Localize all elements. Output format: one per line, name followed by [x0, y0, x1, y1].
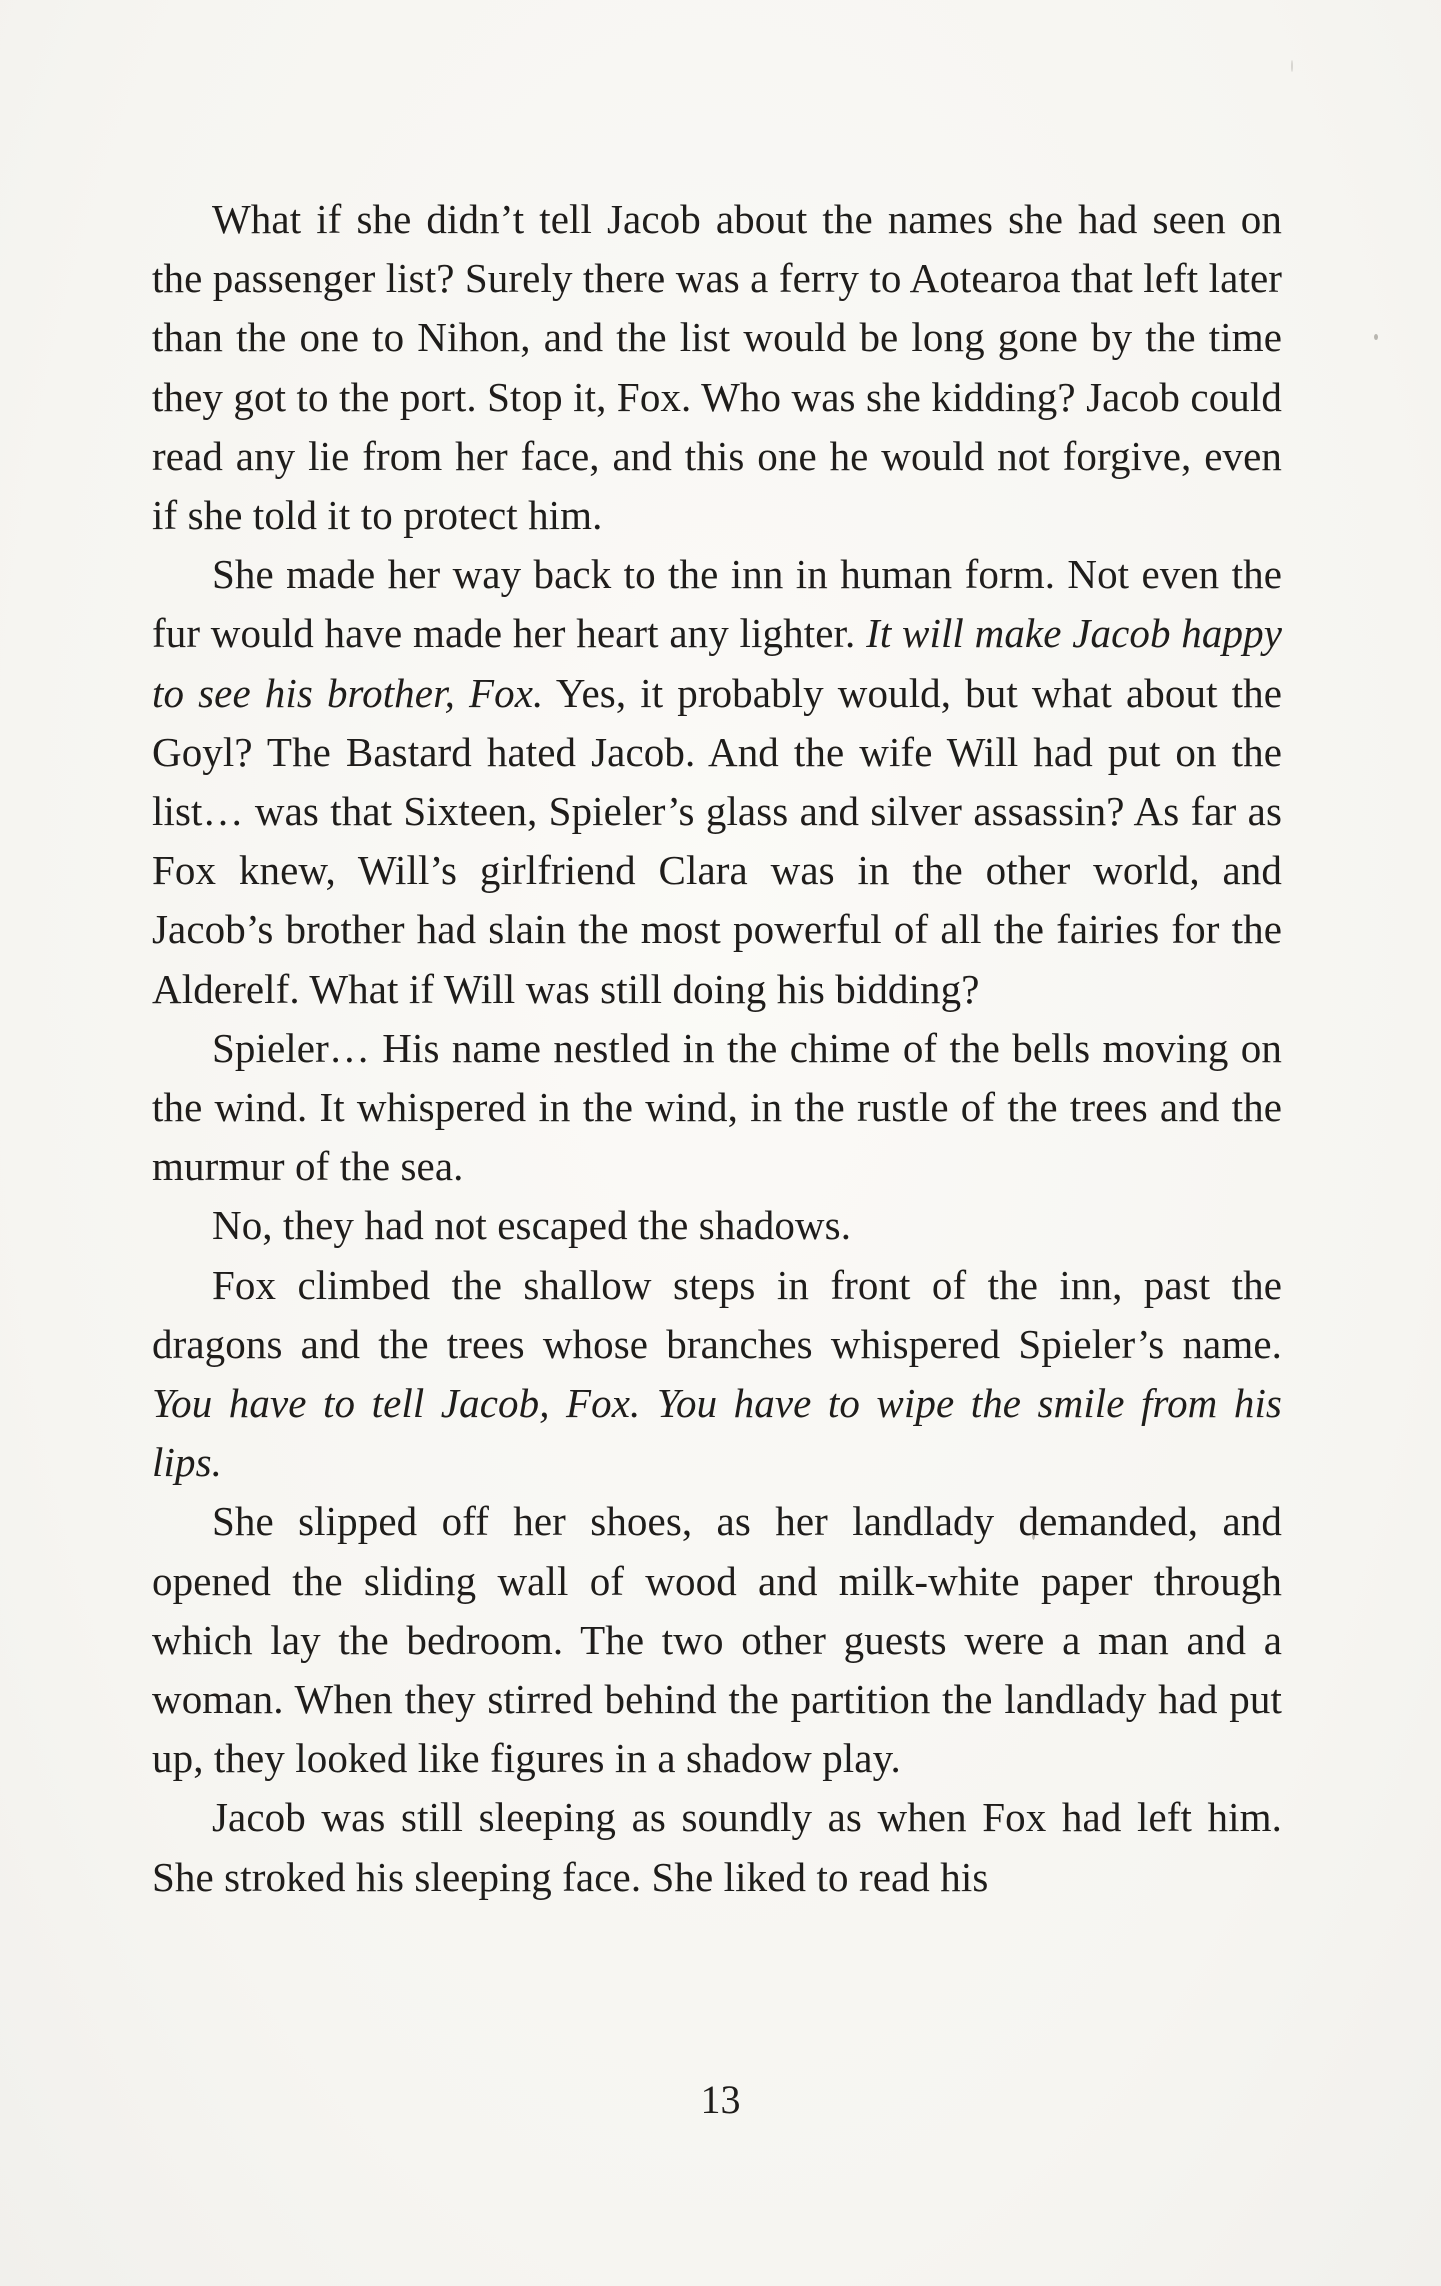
text-run: Spieler… His name nestled in the chime of the bells moving on the wind. It whispered in the wind, in the rustle of the trees and the murmur of the sea. — [152, 1024, 1282, 1190]
italic-text: You have to tell Jacob, Fox. You have to wipe the smile from his lips. — [152, 1380, 1282, 1486]
text-run: Jacob was still sleeping as soundly as when Fox had left him. She stroked his sleeping face. She liked to read his — [152, 1794, 1282, 1900]
paragraph — [152, 1788, 1282, 1906]
paper-speck — [1291, 60, 1293, 72]
paragraph — [152, 190, 1282, 545]
paragraph — [152, 1019, 1282, 1197]
text-run: What if she didn’t tell Jacob about the names she had seen on the passenger list? Surely there was a ferry to Aotearoa that left later than the one to Nihon, and the list would be long gone by the time they got to the port. Stop it, Fox. Who was she kidding? Jacob could read any lie from her face, and this one he would not forgive, even if she told it to protect him. — [152, 196, 1282, 539]
paragraph — [152, 1256, 1282, 1493]
text-run: No, they had not escaped the shadows. — [212, 1202, 852, 1249]
paragraph — [152, 1492, 1282, 1788]
text-run: She slipped off her shoes, as her landlady demanded, and opened the sliding wall of wood and milk-white paper through which lay the bedroom. The two other guests were a man and a woman. When they stirred behind the partition the landlady had put up, they looked like figures in a shadow play. — [152, 1498, 1282, 1782]
body-text — [152, 190, 1282, 1907]
page-number: 13 — [700, 2077, 741, 2122]
text-run: Fox climbed the shallow steps in front of the inn, past the dragons and the trees whose branches whispered Spieler’s name. — [152, 1261, 1282, 1367]
text-run: She made her way back to the inn in human form. Not even the fur would have made her heart any lighter. — [152, 551, 1282, 657]
paragraph — [152, 545, 1282, 1019]
paragraph — [152, 1196, 1282, 1255]
text-run: Yes, it probably would, but what about the Goyl? The Bastard hated Jacob. And the wife Will had put on the list… was that Sixteen, Spieler’s glass and silver assassin? As far as Fox knew, Will’s girlfriend Clara was in the other world, and Jacob’s brother had slain the most powerful of all the fairies for the Alderelf. What if Will was still doing his bidding? — [152, 669, 1282, 1012]
paper-speck — [1374, 334, 1378, 340]
italic-text: It will make Jacob happy to see his brother, Fox. — [152, 610, 1283, 716]
